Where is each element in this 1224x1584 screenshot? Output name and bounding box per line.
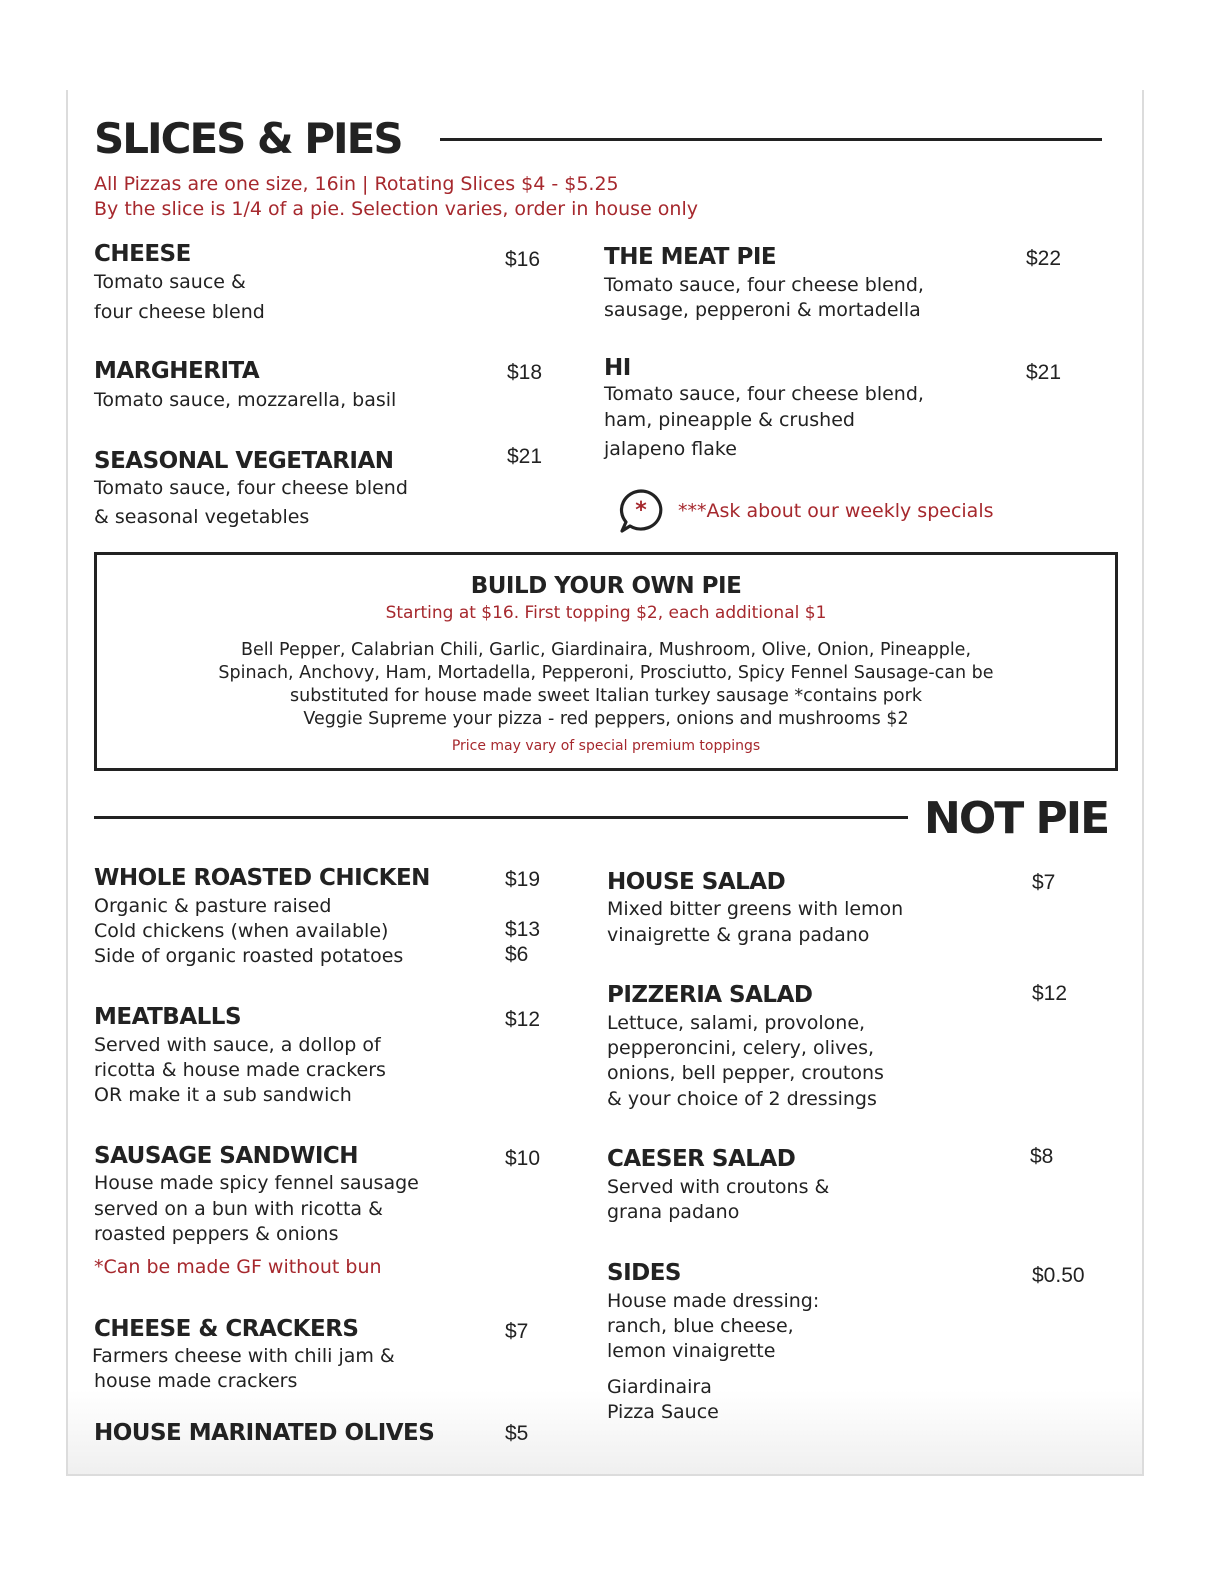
item-pizzeria-salad-desc-3: onions, bell pepper, croutons (607, 1062, 884, 1084)
build-your-own-title: BUILD YOUR OWN PIE (470, 573, 742, 599)
item-sides-price: $0.50 (1032, 1264, 1085, 1287)
item-cheese-crackers-desc-1: Farmers cheese with chili jam & (92, 1345, 395, 1367)
item-cheese-desc-1: Tomato sauce & (94, 271, 246, 293)
item-hi-desc-1: Tomato sauce, four cheese blend, (604, 383, 924, 405)
premium-toppings-note: Price may vary of special premium toppings (451, 738, 761, 754)
item-pizzeria-salad-name: PIZZERIA SALAD (607, 982, 813, 1008)
item-sides-name: SIDES (607, 1260, 681, 1286)
slices-pies-subtitle-1: All Pizzas are one size, 16in | Rotating Slices $4 - $5.25 (94, 173, 619, 195)
item-meatballs-desc-2: ricotta & house made crackers (94, 1059, 386, 1081)
item-chicken-name: WHOLE ROASTED CHICKEN (94, 865, 430, 891)
item-chicken-line-1: Organic & pasture raised (94, 895, 332, 917)
item-seasonal-vegetarian-desc-2: & seasonal vegetables (94, 506, 310, 528)
item-meatballs-name: MEATBALLS (94, 1004, 242, 1030)
item-sides-extra-1: Giardinaira (607, 1376, 712, 1398)
toppings-line: Veggie Supreme your pizza - red peppers, onions and mushrooms $2 (303, 709, 909, 729)
item-house-salad-desc-1: Mixed bitter greens with lemon (607, 898, 904, 920)
item-cheese-name: CHEESE (94, 241, 191, 267)
item-seasonal-vegetarian-price: $21 (507, 445, 543, 468)
item-hi-price: $21 (1026, 361, 1062, 384)
item-potatoes-price: $6 (505, 943, 529, 966)
slices-pies-subtitle-2: By the slice is 1/4 of a pie. Selection varies, order in house only (94, 198, 698, 220)
chat-bubble-asterisk-icon (618, 488, 664, 534)
item-seasonal-vegetarian-name: SEASONAL VEGETARIAN (94, 448, 394, 474)
toppings-line: Spinach, Anchovy, Ham, Mortadella, Pepperoni, Prosciutto, Spicy Fennel Sausage-can be (218, 663, 994, 683)
item-hi-desc-3: jalapeno flake (604, 438, 737, 460)
item-caeser-salad-desc-1: Served with croutons & (607, 1176, 830, 1198)
weekly-specials-note: ***Ask about our weekly specials (678, 500, 994, 522)
item-margherita-price: $18 (507, 361, 543, 384)
item-house-salad-price: $7 (1032, 871, 1056, 894)
item-cheese-price: $16 (505, 248, 541, 271)
item-hi-desc-2: ham, pineapple & crushed (604, 409, 855, 431)
item-olives-price: $5 (505, 1422, 529, 1445)
item-olives-name: HOUSE MARINATED OLIVES (94, 1420, 435, 1446)
item-cold-chicken-price: $13 (505, 918, 541, 941)
item-pizzeria-salad-price: $12 (1032, 982, 1068, 1005)
item-sides-desc-1: House made dressing: (607, 1290, 820, 1312)
build-your-own-starting-price: Starting at $16. First topping $2, each additional $1 (385, 603, 827, 623)
item-pizzeria-salad-desc-2: pepperoncini, celery, olives, (607, 1037, 875, 1059)
item-house-salad-name: HOUSE SALAD (607, 869, 786, 895)
item-sausage-sandwich-desc-3: roasted peppers & onions (94, 1223, 339, 1245)
item-chicken-line-3: Side of organic roasted potatoes (94, 945, 404, 967)
item-cheese-crackers-desc-2: house made crackers (94, 1370, 298, 1392)
build-your-own-box (94, 552, 1118, 771)
item-meatballs-price: $12 (505, 1008, 541, 1031)
item-meat-pie-desc-2: sausage, pepperoni & mortadella (604, 299, 921, 321)
item-sides-desc-3: lemon vinaigrette (607, 1340, 776, 1362)
item-cheese-crackers-name: CHEESE & CRACKERS (94, 1316, 359, 1342)
slices-pies-title: SLICES & PIES (94, 114, 402, 163)
gf-note: *Can be made GF without bun (94, 1256, 382, 1278)
item-caeser-salad-desc-2: grana padano (607, 1201, 740, 1223)
item-seasonal-vegetarian-desc-1: Tomato sauce, four cheese blend (94, 477, 408, 499)
toppings-line: Bell Pepper, Calabrian Chili, Garlic, Giardinaira, Mushroom, Olive, Onion, Pineapple, (240, 640, 972, 660)
svg-text:*: * (635, 498, 647, 523)
item-pizzeria-salad-desc-1: Lettuce, salami, provolone, (607, 1012, 866, 1034)
item-meat-pie-name: THE MEAT PIE (604, 244, 777, 270)
item-cheese-crackers-price: $7 (505, 1320, 529, 1343)
item-meat-pie-desc-1: Tomato sauce, four cheese blend, (604, 274, 924, 296)
item-house-salad-desc-2: vinaigrette & grana padano (607, 924, 870, 946)
item-sausage-sandwich-name: SAUSAGE SANDWICH (94, 1143, 359, 1169)
not-pie-rule (94, 816, 908, 819)
item-cheese-desc-2: four cheese blend (94, 301, 265, 323)
item-sides-extra-2: Pizza Sauce (607, 1401, 719, 1423)
item-chicken-line-2: Cold chickens (when available) (94, 920, 389, 942)
item-chicken-price: $19 (505, 868, 541, 891)
item-sides-desc-2: ranch, blue cheese, (607, 1315, 794, 1337)
item-meat-pie-price: $22 (1026, 247, 1062, 270)
item-hi-name: HI (604, 355, 631, 381)
item-caeser-salad-price: $8 (1030, 1145, 1054, 1168)
item-meatballs-desc-3: OR make it a sub sandwich (94, 1084, 352, 1106)
item-pizzeria-salad-desc-4: & your choice of 2 dressings (607, 1088, 877, 1110)
item-sausage-sandwich-desc-2: served on a bun with ricotta & (94, 1198, 383, 1220)
toppings-list (97, 639, 1115, 731)
item-margherita-desc-1: Tomato sauce, mozzarella, basil (94, 389, 397, 411)
item-margherita-name: MARGHERITA (94, 358, 260, 384)
not-pie-title: NOT PIE (924, 793, 1109, 844)
item-caeser-salad-name: CAESER SALAD (607, 1146, 796, 1172)
item-meatballs-desc-1: Served with sauce, a dollop of (94, 1034, 381, 1056)
item-sausage-sandwich-desc-1: House made spicy fennel sausage (94, 1172, 419, 1194)
slices-pies-rule (440, 138, 1102, 141)
item-sausage-sandwich-price: $10 (505, 1147, 541, 1170)
toppings-line: substituted for house made sweet Italian turkey sausage *contains pork (290, 686, 922, 706)
